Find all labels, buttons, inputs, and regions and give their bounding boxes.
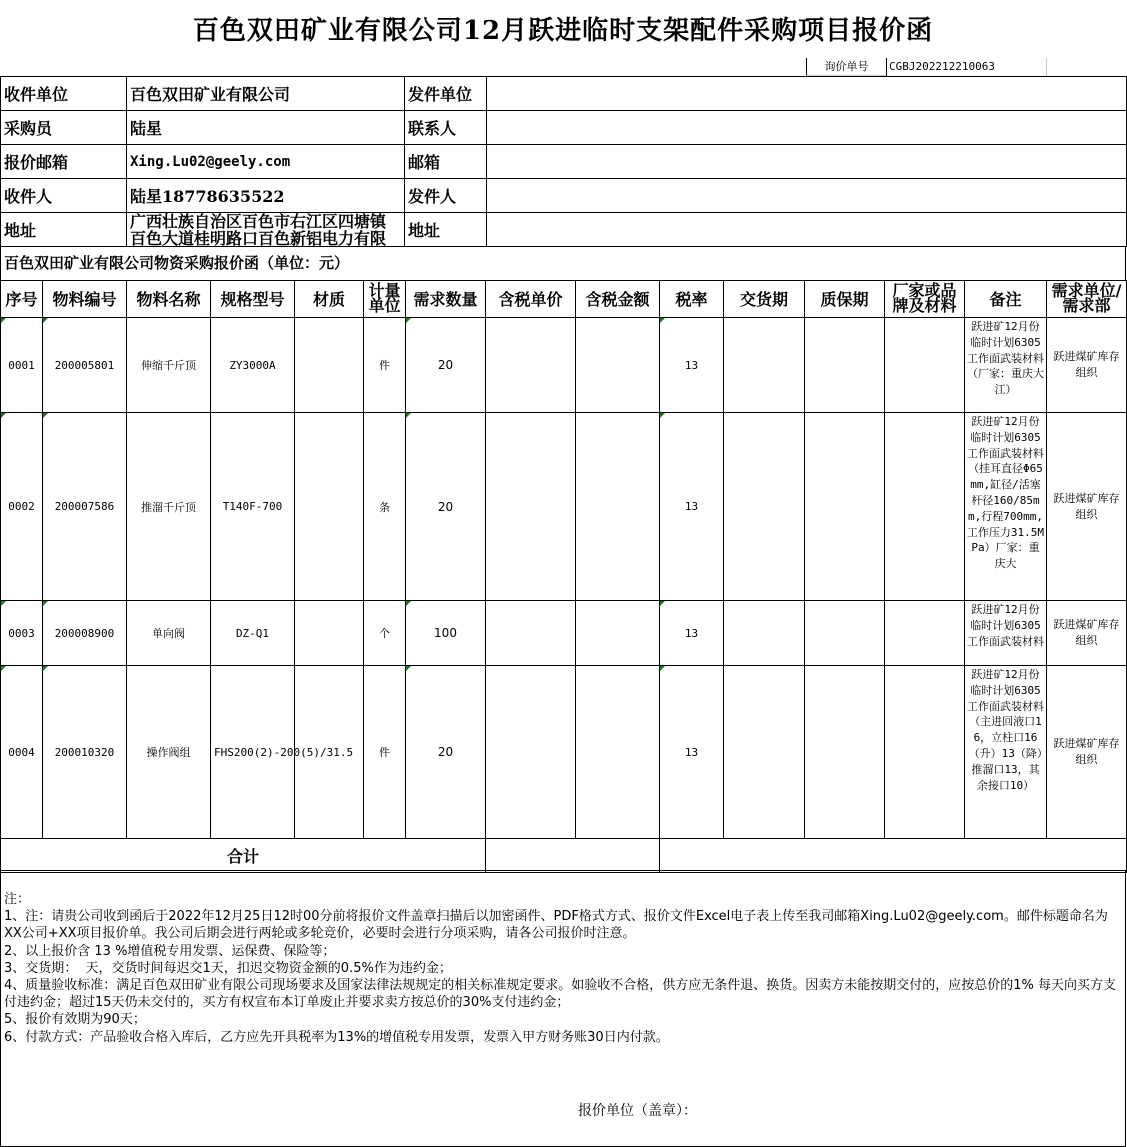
- row-spec: ZY3000A: [211, 318, 295, 413]
- total-label: 合计: [1, 839, 486, 873]
- row-dept: 跃进煤矿库存组织: [1047, 601, 1127, 666]
- email-label: 邮箱: [405, 145, 487, 179]
- row-name: 单向阀: [127, 601, 211, 666]
- row-code: 200010320: [54, 745, 115, 759]
- col-name: 物料名称: [127, 281, 211, 318]
- row-code: 200005801: [54, 358, 115, 372]
- row-remark: 跃进矿12月份临时计划6305工作面武装材料（主进回液口16，立柱口16（升）13（降）推溜口13，其余接口10）: [967, 668, 1044, 792]
- section-title: 百色双田矿业有限公司物资采购报价函（单位：元）: [0, 246, 1126, 280]
- row-warranty[interactable]: [805, 666, 885, 839]
- row-delivery[interactable]: [724, 666, 805, 839]
- row-name: 伸缩千斤顶: [127, 318, 211, 413]
- table-row: [1, 601, 1127, 666]
- row-spec: T140F-700: [211, 413, 295, 601]
- row-name: 操作阀组: [127, 666, 211, 839]
- email-value[interactable]: [487, 145, 1127, 179]
- signature-label: 报价单位（盖章）：: [578, 1103, 697, 1119]
- col-unit: 计量单位: [368, 281, 401, 315]
- row-qty: 100: [434, 626, 457, 640]
- sender-value[interactable]: [487, 179, 1127, 213]
- col-dept: 需求单位/需求部: [1051, 281, 1122, 315]
- row-tax: 13: [684, 626, 699, 640]
- row-price[interactable]: [486, 318, 576, 413]
- row-remark: 跃进矿12月份临时计划6305工作面武装材料（挂耳直径Φ65mm,缸径/活塞杆径160/85mm,行程700mm,工作压力31.5MPa）厂家：重庆大: [966, 415, 1045, 571]
- row-delivery[interactable]: [724, 413, 805, 601]
- info-table: [0, 76, 1127, 247]
- row-seq: 0004: [8, 745, 35, 759]
- row-seq: 0002: [8, 500, 35, 513]
- row-remark: 跃进矿12月份临时计划6305工作面武装材料（厂家：重庆大江）: [967, 320, 1044, 397]
- row-remark: 跃进矿12月份临时计划6305工作面武装材料: [967, 603, 1044, 648]
- row-name: 推溜千斤顶: [127, 413, 211, 601]
- address-label: 地址: [1, 213, 127, 247]
- row-delivery[interactable]: [724, 601, 805, 666]
- row-unit: 件: [364, 318, 406, 413]
- row-warranty[interactable]: [805, 601, 885, 666]
- row-spec: FHS200(2)-200(5)/31.5: [211, 666, 295, 839]
- col-tax: 税率: [660, 281, 724, 318]
- sender-unit-label: 发件单位: [405, 77, 487, 111]
- row-qty: 20: [437, 745, 454, 759]
- col-amount: 含税金额: [576, 281, 660, 318]
- quote-email-value[interactable]: Xing.Lu02@geely.com: [127, 145, 405, 179]
- recipient-label: 收件人: [1, 179, 127, 213]
- note-item: 5、报价有效期为90天；: [4, 1012, 146, 1028]
- note-item: 2、以上报价含 13 %增值税专用发票、运保费、保险等；: [4, 943, 336, 959]
- total-rest: [660, 839, 1127, 873]
- col-seq: 序号: [1, 281, 43, 318]
- row-amount[interactable]: [576, 413, 660, 601]
- col-warranty: 质保期: [805, 281, 885, 318]
- col-remark: 备注: [965, 281, 1047, 318]
- row-material[interactable]: [295, 601, 364, 666]
- row-price[interactable]: [486, 601, 576, 666]
- note-item: 4、质量验收标准：满足百色双田矿业有限公司现场要求及国家法律法规规定的相关标准规定要求。如验收不合格，供方应无条件退、换货。因卖方未能按期交付的，应按总价的1% 每天向买方支付违约金；超过15天仍未交付的，买方有权宣布本订单废止并要求卖方按总价的30%支付违约金；: [4, 978, 1117, 1011]
- table-header: [1, 281, 1127, 318]
- receiver-unit-value: 百色双田矿业有限公司: [127, 77, 405, 111]
- row-dept: 跃进煤矿库存组织: [1047, 413, 1127, 601]
- col-price: 含税单价: [486, 281, 576, 318]
- page-title: 百色双田矿业有限公司12月跃进临时支架配件采购项目报价函: [192, 16, 934, 46]
- buyer-value: 陆星: [127, 111, 405, 145]
- row-material[interactable]: [295, 413, 364, 601]
- col-spec: 规格型号: [211, 281, 295, 318]
- table-row: [1, 666, 1127, 839]
- row-unit: 条: [364, 413, 406, 601]
- row-brand[interactable]: [885, 413, 965, 601]
- total-amount[interactable]: [486, 839, 660, 873]
- notes-box: [0, 870, 1126, 1147]
- recipient-value: 陆星18778635522: [127, 179, 405, 213]
- row-material[interactable]: [295, 666, 364, 839]
- row-amount[interactable]: [576, 318, 660, 413]
- note-item: 1、注：请贵公司收到函后于2022年12月25日12时00分前将报价文件盖章扫描后以加密函件、PDF格式方式、报价文件Excel电子表上传至我司邮箱Xing.Lu02@geely.com。邮件标题命名为XX公司+XX项目报价单。我公司后期会进行两轮或多轮竞价，必要时会进行分项采购，请各公司报价时注意。: [4, 909, 1108, 942]
- row-price[interactable]: [486, 666, 576, 839]
- row-dept: 跃进煤矿库存组织: [1047, 318, 1127, 413]
- inquiry-label: 询价单号: [806, 58, 886, 76]
- row-price[interactable]: [486, 413, 576, 601]
- contact-value[interactable]: [487, 111, 1127, 145]
- sender-unit-value[interactable]: [487, 77, 1127, 111]
- row-code: 200008900: [54, 626, 115, 640]
- row-brand[interactable]: [885, 318, 965, 413]
- table-row: [1, 318, 1127, 413]
- row-qty: 20: [437, 358, 454, 372]
- row-material[interactable]: [295, 318, 364, 413]
- row-unit: 个: [364, 601, 406, 666]
- total-row: [1, 839, 1127, 873]
- note-item: 6、付款方式：产品验收合格入库后，乙方应先开具税率为13%的增值税专用发票，发票入甲方财务账30日内付款。: [4, 1029, 669, 1045]
- col-delivery: 交货期: [724, 281, 805, 318]
- row-qty: 20: [437, 499, 454, 514]
- row-tax: 13: [684, 745, 699, 759]
- note-item: 3、交货期： 天，交货时间每迟交1天，扣迟交物资金额的0.5%作为违约金；: [4, 960, 452, 976]
- row-warranty[interactable]: [805, 318, 885, 413]
- row-dept: 跃进煤矿库存组织: [1047, 666, 1127, 839]
- row-amount[interactable]: [576, 601, 660, 666]
- address-value: 广西壮族自治区百色市右江区四塘镇百色大道桂明路口百色新铝电力有限: [130, 212, 387, 248]
- col-material: 材质: [295, 281, 364, 318]
- buyer-label: 采购员: [1, 111, 127, 145]
- row-brand[interactable]: [885, 601, 965, 666]
- row-unit: 件: [364, 666, 406, 839]
- col-code: 物料编号: [43, 281, 127, 318]
- items-table: [0, 280, 1127, 873]
- quote-email-label: 报价邮箱: [1, 145, 127, 179]
- sender-label: 发件人: [405, 179, 487, 213]
- row-warranty[interactable]: [805, 413, 885, 601]
- row-seq: 0001: [8, 358, 35, 372]
- row-brand[interactable]: [885, 666, 965, 839]
- address2-value[interactable]: [487, 213, 1127, 247]
- address2-label: 地址: [405, 213, 487, 247]
- row-spec: DZ-Q1: [211, 601, 295, 666]
- row-tax: 13: [684, 500, 699, 513]
- row-amount[interactable]: [576, 666, 660, 839]
- inquiry-number: CGBJ202212210063: [886, 58, 1046, 76]
- table-row: [1, 413, 1127, 601]
- row-code: 200007586: [54, 500, 115, 513]
- row-delivery[interactable]: [724, 318, 805, 413]
- row-tax: 13: [684, 358, 699, 372]
- receiver-unit-label: 收件单位: [1, 77, 127, 111]
- col-qty: 需求数量: [406, 281, 486, 318]
- col-brand: 厂家或品牌及材料: [892, 281, 957, 315]
- notes-head: 注：: [4, 892, 31, 907]
- row-seq: 0003: [8, 626, 35, 640]
- contact-label: 联系人: [405, 111, 487, 145]
